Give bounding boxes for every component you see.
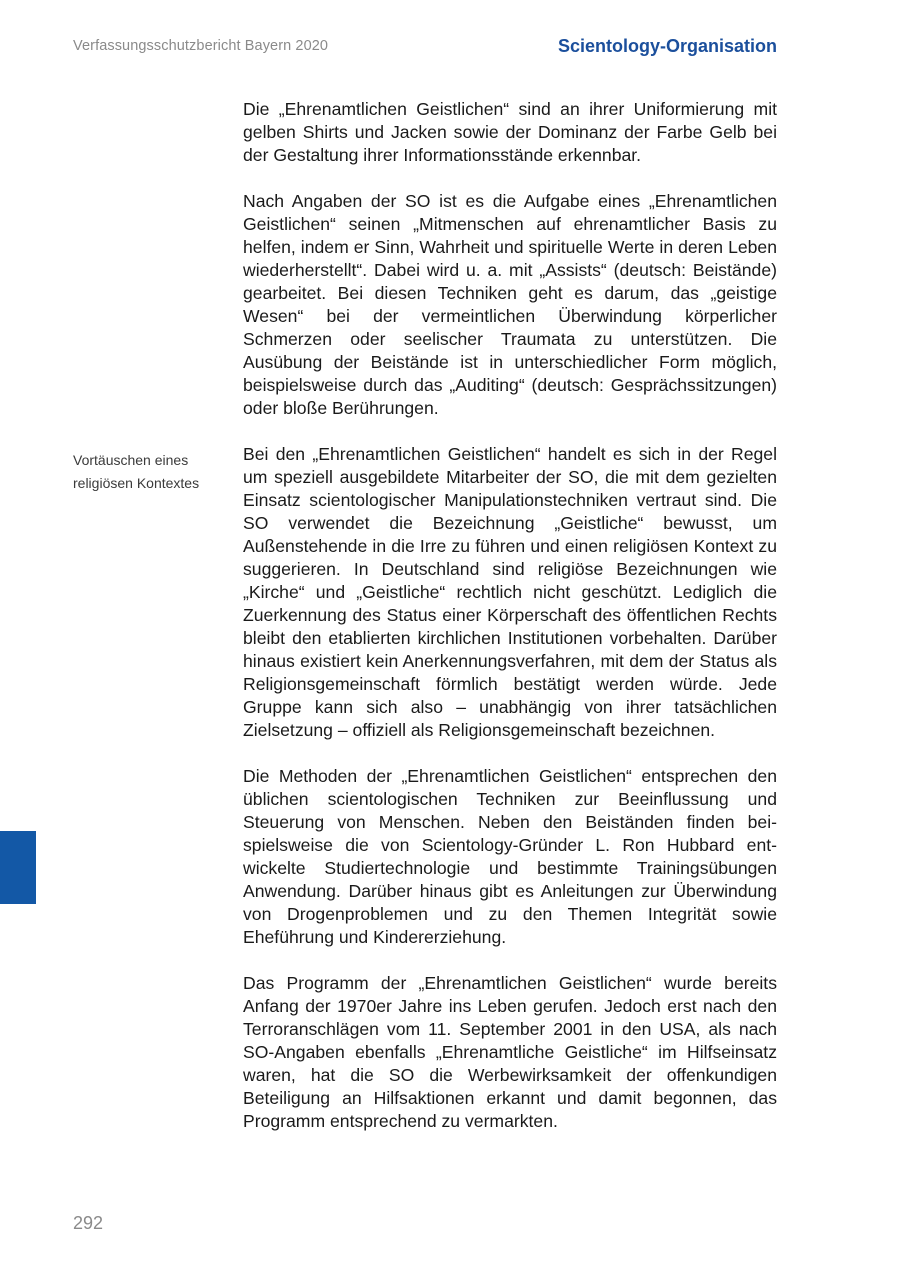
body-text <box>243 98 777 1156</box>
paragraph-2: Nach Angaben der SO ist es die Aufgabe eines „Ehrenamtlichen Geistlichen“ seinen „Mitmenschen auf ehrenamtlicher Basis zu helfen, indem er Sinn, Wahrheit und spirituelle Werte in deren Leben wiederherstellt“. Dabei wird u. a. mit „Assists“ (deutsch: Beistände) gearbeitet. Bei diesen Techniken geht es darum, das „geistige Wesen“ bei der vermeintlichen Überwindung körperlicher Schmerzen oder seelischer Traumata zu unterstützen. Die Ausübung der Beistände ist in unterschiedlicher Form möglich, beispielsweise durch das „Auditing“ (deutsch: Gesprächssitzungen) oder bloße Berührungen. <box>243 191 777 418</box>
paragraph-5: Das Programm der „Ehrenamtlichen Geistlichen“ wurde bereits Anfang der 1970er Jahre ins Leben gerufen. Jedoch erst nach den Terroranschlägen vom 11. September 2001 in den USA, als nach SO-Angaben ebenfalls „Ehrenamtliche Geistliche“ im Hilfseinsatz waren, hat die SO die Werbewirksamkeit der offenkundigen Beteiligung an Hilfsaktionen erkannt und damit begonnen, das Programm entsprechend zu vermarkten. <box>243 973 777 1131</box>
chapter-side-tab <box>0 831 36 904</box>
margin-note <box>73 449 233 495</box>
paragraph-1: Die „Ehrenamtlichen Geistlichen“ sind an ihrer Uniformierung mit gelben Shirts und Jacken sowie der Dominanz der Farbe Gelb bei der Gestaltung ihrer Informationsstände erkennbar. <box>243 99 777 165</box>
page-number: 292 <box>73 1213 104 1233</box>
running-header-title: Verfassungsschutzbericht Bayern 2020 <box>73 38 329 54</box>
paragraph-3: Bei den „Ehrenamtlichen Geistlichen“ handelt es sich in der Regel um speziell ausgebildete Mitarbeiter der SO, die mit dem gezielten Einsatz scientologischer Manipulationstechniken vertraut sind. Die SO verwendet die Bezeichnung „Geistliche“ bewusst, um Außenstehende in die Irre zu führen und einen religiösen Kontext zu suggerieren. In Deutschland sind religiöse Bezeichnungen wie „Kirche“ und „Geistliche“ rechtlich nicht geschützt. Lediglich die Zuerkennung des Status einer Körperschaft des öffentlichen Rechts bleibt den etablierten kirchlichen Institutionen vorbehalten. Darüber hinaus existiert kein Anerkennungsverfahren, mit dem der Status als Religionsgemeinschaft förmlich bestätigt werden würde. Jede Gruppe kann sich also – unabhängig von ihrer tatsächlichen Zielsetzung – offiziell als Religionsgemeinschaft bezeichnen. <box>243 444 777 740</box>
paragraph-4: Die Methoden der „Ehrenamtlichen Geistlichen“ entsprechen den üblichen scientologischen Techniken zur Beeinflussung und Steuerung von Menschen. Neben den Beiständen finden beispielsweise die von Scientology-Gründer L. Ron Hubbard entwickelte Studiertechnologie und bestimmte Trainingsübungen Anwendung. Darüber hinaus gibt es Anleitungen zur Überwindung von Drogenproblemen und zu den Themen Integrität sowie Eheführung und Kindererziehung. <box>243 766 777 947</box>
section-title: Scientology-Organisation <box>557 36 777 56</box>
margin-note-line-1: Vortäuschen eines <box>73 452 189 468</box>
margin-note-line-2: religiösen Kontextes <box>73 475 200 491</box>
